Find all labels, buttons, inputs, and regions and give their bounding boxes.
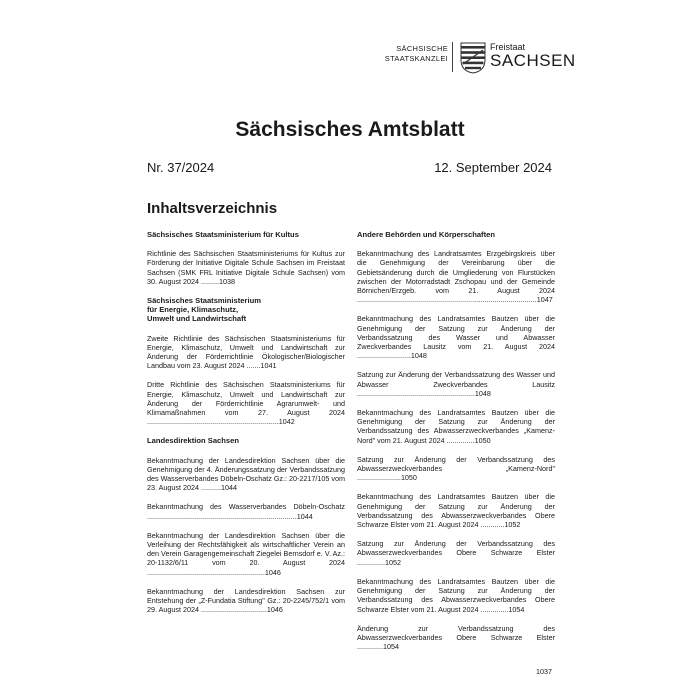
- toc-entry-page: 1038: [218, 276, 235, 286]
- toc-entry[interactable]: [357, 370, 555, 398]
- toc-entry-page: 1048: [474, 388, 491, 398]
- toc-entry-text: Bekanntmachung der Landesdirektion Sachsen über die Verleihung der Rechtsfähigkeit als wirtschaftlicher Verein an den Verein Garagengemeinschaft Ziegelei Bernsdorf e. V. Az.: 20-1132/6/11 vom 20. August 2024: [147, 530, 345, 568]
- toc-entry[interactable]: [357, 249, 555, 304]
- section-title-line: Sächsisches Staatsministerium: [147, 296, 261, 306]
- toc-entry-dots: .......: [246, 361, 261, 371]
- freistaat-sachsen-logo: [460, 42, 576, 74]
- toc-entry-text: Bekanntmachung des Landratsamtes Bautzen über die Genehmigung der Satzung zur Änderung der Verbandssatzung des Abwasserzweckverbandes Obere Schwarze Elster vom 21. August 2024: [357, 492, 555, 530]
- toc-entry[interactable]: [357, 539, 555, 567]
- toc-column-left: [147, 230, 345, 625]
- toc-entry-text: Bekanntmachung der Landesdirektion Sachsen über die Genehmigung der 4. Änderungssatzung der Verbandssatzung des Wasserverbandes Döbeln-Oschatz Gz.: 20-2217/105 vom 23. August 2024: [147, 455, 345, 493]
- toc-entry[interactable]: [357, 624, 555, 652]
- toc-entry-text: Bekanntmachung des Landratsamtes Erzgebirgskreis über die Genehmigung der Vereinbarung über die Gebietsänderung durch die Umgliederung von Flurstücken zwischen der Motorradstadt Zschopau und der Gemeinde Börnichen/Erzgeb. vom 21. August 2024: [357, 249, 555, 296]
- toc-entry-dots: ..............: [480, 604, 509, 614]
- section-title: [147, 296, 345, 324]
- toc-entry[interactable]: [147, 249, 345, 286]
- toc-entry-page: 1052: [504, 520, 521, 530]
- toc-entry-text: Bekanntmachung des Landratsamtes Bautzen über die Genehmigung der Satzung zur Änderung der Verbandssatzung des Abwasserzweckverbandes „Kamenz-Nord" vom 21. August 2024: [357, 408, 555, 445]
- toc-entry-dots: ..............: [357, 557, 385, 567]
- toc-entry[interactable]: [147, 380, 345, 426]
- toc-entry-text: Satzung zur Änderung der Verbandssatzung des Abwasserzweckverbandes Obere Schwarze Elster: [357, 539, 555, 558]
- toc-entry-page: 1041: [260, 361, 277, 371]
- toc-entry[interactable]: [147, 456, 345, 493]
- toc-entry-text: Bekanntmachung des Wasserverbandes Döbeln-Oschatz: [147, 502, 345, 512]
- toc-entry-text: Satzung zur Änderung der Verbandssatzung des Wasser und Abwasser Zweckverbandes Lausitz: [357, 370, 555, 389]
- issue-date: 12. September 2024: [434, 160, 552, 175]
- page-number: 1037: [536, 667, 552, 676]
- toc-entry-dots: ..............: [446, 435, 475, 445]
- freistaat-label: Freistaat: [490, 42, 526, 52]
- toc-entry[interactable]: [357, 492, 555, 529]
- sachsen-label: SACHSEN: [490, 51, 576, 70]
- toc-entry[interactable]: [147, 587, 345, 615]
- section-title: Andere Behörden und Körperschaften: [357, 230, 495, 239]
- toc-entry-dots: ...........................................................: [357, 388, 475, 398]
- toc-entry-text: Bekanntmachung des Landratsamtes Bautzen über die Genehmigung der Satzung zur Änderung der Verbandssatzung des Wasser und Abwasser Zweckverbandes Lausitz vom 21. August 2024: [357, 314, 555, 352]
- toc-entry-page: 1047: [536, 295, 553, 305]
- toc-entry-dots: ......................: [357, 473, 401, 483]
- section-title: Sächsisches Staatsministerium für Kultus: [147, 230, 299, 239]
- toc-entry-text: Satzung zur Änderung der Verbandssatzung des Abwasserzweckverbandes „Kamenz-Nord": [357, 454, 555, 474]
- toc-entry-page: 1044: [296, 511, 313, 521]
- toc-entry-dots: ..................................................................: [147, 417, 279, 427]
- toc-entry-text: Zweite Richtlinie des Sächsischen Staatsministeriums für Energie, Klimaschutz, Umwelt und Landwirtschaft zur Änderung der Förderrichtlinie Ökologischer/Biologischer Landbau vom 23. August 2024: [147, 333, 345, 371]
- toc-entry-dots: ............: [480, 520, 505, 530]
- toc-entry-page: 1046: [266, 605, 283, 615]
- toc-entry-page: 1054: [508, 604, 525, 614]
- section-title-line: Umwelt und Landwirtschaft: [147, 314, 247, 324]
- toc-entry-page: 1046: [264, 567, 281, 577]
- toc-entry[interactable]: [147, 334, 345, 371]
- logo-divider: [452, 42, 453, 72]
- toc-entry[interactable]: [147, 531, 345, 577]
- staatskanzlei-logo: [385, 44, 448, 64]
- toc-entry[interactable]: [357, 408, 555, 445]
- toc-entry-text: Richtlinie des Sächsischen Staatsministeriums für Kultus zur Förderung der Initiative Digitale Schule Sachsen im Freistaat Sachsen (SMK FRL Initiative Digitale Schule Sachsen) vom 30. August 2024: [147, 249, 345, 286]
- toc-entry-page: 1054: [382, 642, 399, 652]
- toc-entry-dots: .............: [357, 642, 383, 652]
- toc-entry[interactable]: [147, 502, 345, 520]
- document-title: Sächsisches Amtsblatt: [235, 118, 465, 141]
- toc-entry[interactable]: [357, 314, 555, 360]
- toc-entry-text: Dritte Richtlinie des Sächsischen Staatsministeriums für Energie, Klimaschutz, Umwelt und Landwirtschaft zur Änderung der Förderrichtlinie Agrarumwelt- und Klimamaßnahmen vom 27. August 2024: [147, 380, 345, 418]
- toc-entry-dots: ...........................................................: [147, 567, 265, 577]
- toc-entry-text: Bekanntmachung der Landesdirektion Sachsen zur Entstehung der „Z-Fundatia Stiftung" Gz.: 20-2245/752/1 vom 29. August 2024: [147, 586, 345, 615]
- toc-entry-page: 1052: [384, 557, 401, 567]
- toc-entry-page: 1044: [220, 483, 237, 493]
- toc-entry[interactable]: [357, 455, 555, 483]
- toc-entry-dots: .................................: [200, 605, 267, 615]
- toc-entry-page: 1050: [400, 473, 417, 483]
- kanzlei-line-2: STAATSKANZLEI: [384, 54, 448, 63]
- section-title: Landesdirektion Sachsen: [147, 436, 239, 446]
- issue-number: Nr. 37/2024: [147, 160, 215, 175]
- toc-entry-page: 1042: [278, 417, 295, 427]
- coat-of-arms-icon: [460, 42, 486, 74]
- toc-entry-page: 1048: [410, 351, 427, 361]
- toc-entry-dots: ..........: [200, 483, 221, 493]
- toc-entry-dots: ...........................: [357, 351, 411, 361]
- toc-entry-page: 1050: [474, 435, 491, 445]
- toc-entry-dots: .........: [200, 276, 219, 286]
- toc-entry[interactable]: [357, 577, 555, 614]
- kanzlei-line-1: SÄCHSISCHE: [396, 44, 448, 53]
- toc-entry-text: Änderung zur Verbandssatzung des Abwasserzweckverbandes Obere Schwarze Elster: [357, 623, 555, 642]
- toc-entry-text: Bekanntmachung des Landratsamtes Bautzen über die Genehmigung der Satzung zur Änderung der Verbandssatzung des Abwasserzweckverbandes Obere Schwarze Elster vom 21. August 2024: [357, 576, 555, 614]
- toc-entry-dots: ...........................................................................: [147, 511, 297, 521]
- toc-heading: Inhaltsverzeichnis: [147, 200, 278, 217]
- toc-column-right: [357, 230, 555, 661]
- toc-entry-dots: ..........................................................................................: [357, 295, 537, 305]
- section-title-line: für Energie, Klimaschutz,: [147, 305, 239, 315]
